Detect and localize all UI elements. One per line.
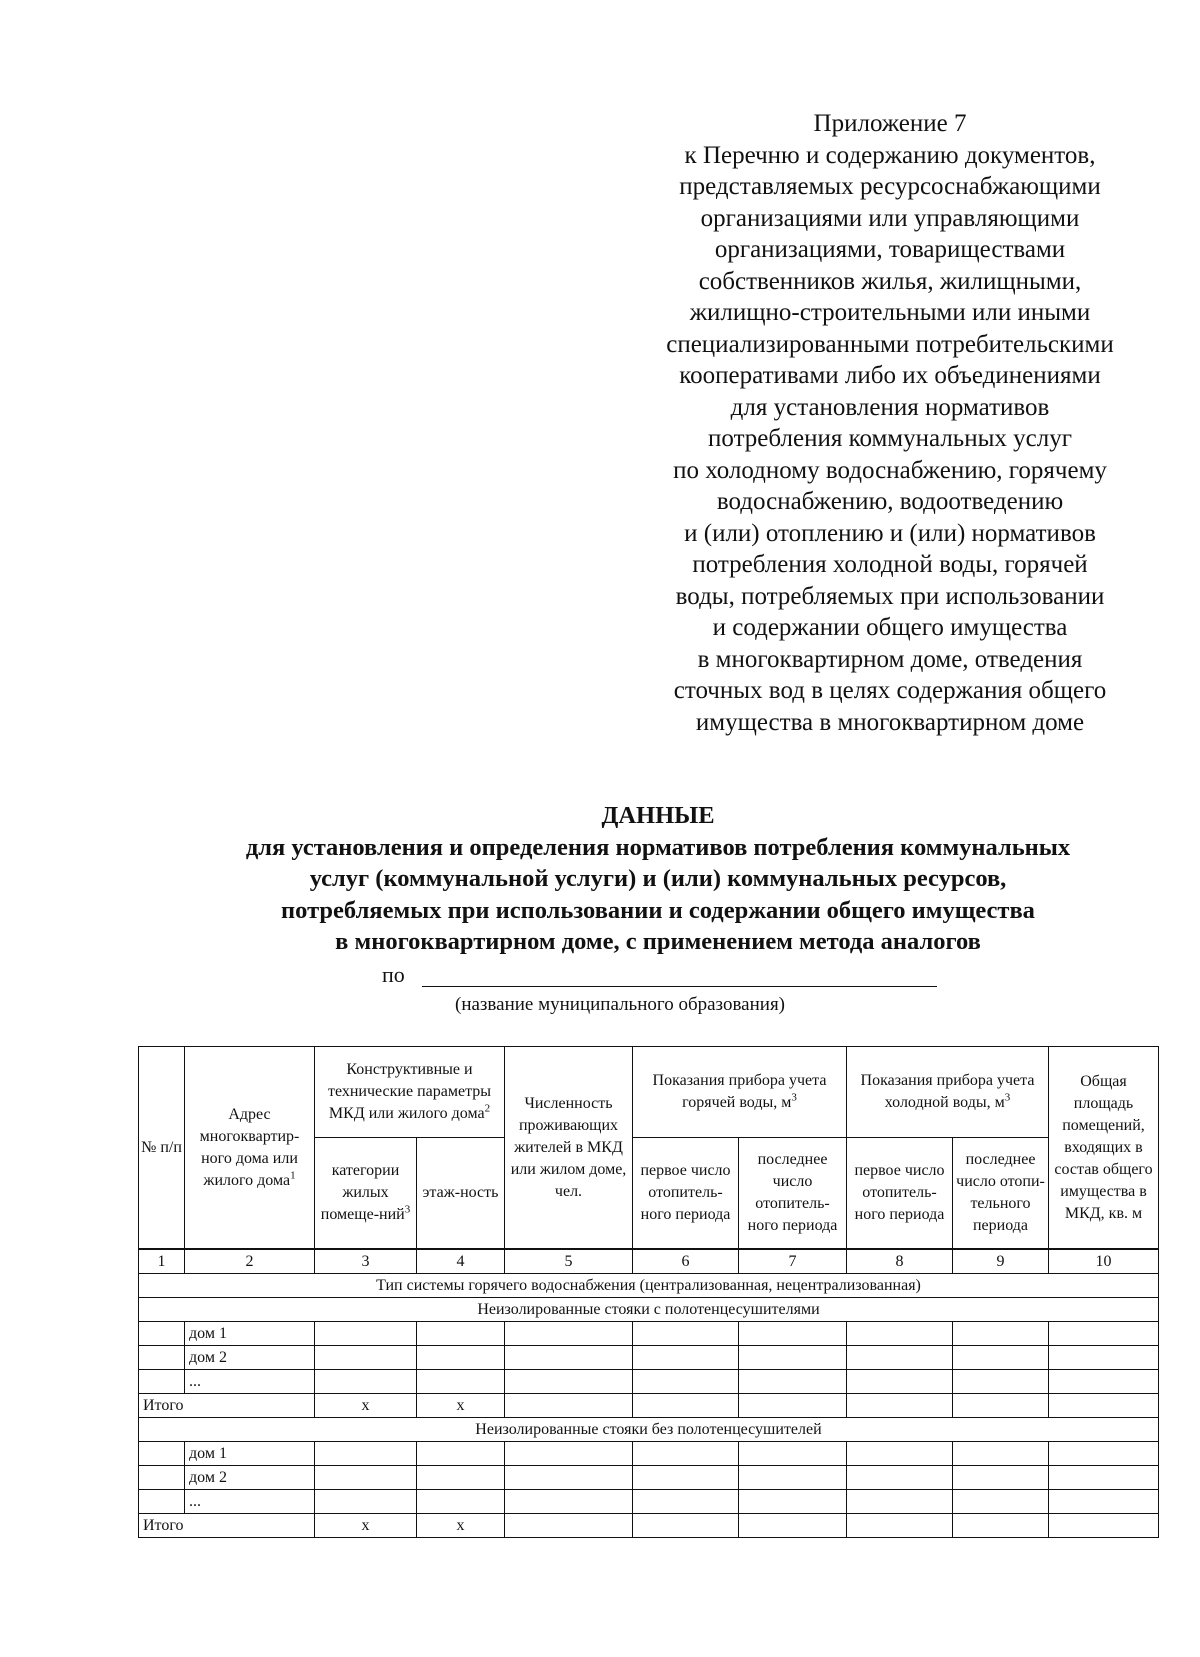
table-cell xyxy=(505,1490,633,1514)
table-cell xyxy=(505,1394,633,1418)
table-cell xyxy=(953,1514,1049,1538)
table-cell xyxy=(739,1346,847,1370)
appendix-line: организациями или управляющими xyxy=(700,204,1080,232)
table-cell xyxy=(739,1466,847,1490)
appendix-line: к Перечню и содержанию документов, xyxy=(684,141,1096,169)
table-cell xyxy=(1049,1514,1159,1538)
total-x: х xyxy=(315,1514,417,1538)
column-number: 5 xyxy=(505,1249,633,1274)
header-room-categories: категории жилых помеще-ний$^3$ xyxy=(315,1138,417,1250)
title-line: услуг (коммунальной услуги) и (или) коммунальных ресурсов, xyxy=(309,865,1007,892)
column-number: 3 xyxy=(315,1249,417,1274)
table-cell xyxy=(953,1490,1049,1514)
table-cell xyxy=(633,1346,739,1370)
table-cell xyxy=(139,1370,185,1394)
house-label: дом 1 xyxy=(185,1322,315,1346)
table-cell xyxy=(417,1490,505,1514)
table-cell xyxy=(633,1442,739,1466)
total-label: Итого xyxy=(139,1394,315,1418)
header-hot-water-group: Показания прибора учета горячей воды, $м^3$ xyxy=(633,1047,847,1138)
municipality-caption: (название муниципального образования) xyxy=(455,994,786,1015)
table-cell xyxy=(633,1370,739,1394)
data-table xyxy=(138,1046,1159,1538)
table-cell xyxy=(739,1514,847,1538)
table-cell xyxy=(953,1370,1049,1394)
table-cell xyxy=(847,1490,953,1514)
table-cell xyxy=(505,1514,633,1538)
table-cell xyxy=(847,1442,953,1466)
table-cell xyxy=(847,1466,953,1490)
column-number: 9 xyxy=(953,1249,1049,1274)
table-cell xyxy=(633,1466,739,1490)
document-title xyxy=(0,800,1200,958)
appendix-line: представляемых ресурсоснабжающими xyxy=(679,173,1101,200)
header-hot-first: первое число отопитель-ного периода xyxy=(633,1138,739,1250)
title-line: потребляемых при использовании и содержании общего имущества xyxy=(281,896,1035,924)
title-line: для установления и определения нормативов потребления коммунальных xyxy=(245,833,1071,861)
appendix-line: водоснабжению, водоотведению xyxy=(716,488,1064,515)
house-label: дом 2 xyxy=(185,1346,315,1370)
header-construct-group: Конструктивные и технические параметры МКД или жилого дома$^2$ xyxy=(315,1047,505,1138)
table-cell xyxy=(739,1490,847,1514)
table-cell xyxy=(315,1322,417,1346)
table-cell xyxy=(417,1370,505,1394)
appendix-line: потребления холодной воды, горячей xyxy=(692,551,1088,578)
table-cell xyxy=(847,1346,953,1370)
table-cell xyxy=(315,1442,417,1466)
house-label: дом 1 xyxy=(185,1442,315,1466)
municipality-line xyxy=(382,962,405,988)
header-cold-first: первое число отопитель-ного периода xyxy=(847,1138,953,1250)
table-cell xyxy=(953,1442,1049,1466)
column-number: 1 xyxy=(139,1249,185,1274)
house-label: дом 2 xyxy=(185,1466,315,1490)
table-cell xyxy=(847,1322,953,1346)
table-cell xyxy=(847,1370,953,1394)
table-cell xyxy=(953,1466,1049,1490)
table-cell xyxy=(953,1322,1049,1346)
table-cell xyxy=(139,1442,185,1466)
header-num: № п/п xyxy=(139,1047,185,1250)
appendix-line: сточных вод в целях содержания общего xyxy=(673,677,1107,704)
table-cell xyxy=(505,1346,633,1370)
header-cold-last: последнее число отопи-тельного периода xyxy=(953,1138,1049,1250)
header-total-area: Общая площадь помещений, входящих в состав общего имущества в МКД, кв. м xyxy=(1049,1047,1159,1250)
appendix-line: и содержании общего имущества xyxy=(712,614,1068,641)
table-cell xyxy=(847,1514,953,1538)
table-cell xyxy=(1049,1466,1159,1490)
appendix-line: жилищно-строительными или иными xyxy=(689,299,1091,326)
table-cell xyxy=(633,1322,739,1346)
table-cell xyxy=(505,1370,633,1394)
column-number: 2 xyxy=(185,1249,315,1274)
total-x: х xyxy=(417,1394,505,1418)
table-cell xyxy=(1049,1370,1159,1394)
table-cell xyxy=(739,1322,847,1346)
table-cell xyxy=(417,1466,505,1490)
appendix-line: по холодному водоснабжению, горячему xyxy=(673,456,1107,484)
table-cell xyxy=(139,1322,185,1346)
house-label: ... xyxy=(185,1490,315,1514)
table-cell xyxy=(633,1514,739,1538)
table-cell xyxy=(953,1346,1049,1370)
appendix-block xyxy=(610,108,1170,738)
table-cell xyxy=(1049,1322,1159,1346)
table-cell xyxy=(139,1346,185,1370)
section-title: Неизолированные стояки с полотенцесушителями xyxy=(139,1298,1159,1322)
table-cell xyxy=(505,1442,633,1466)
table-cell xyxy=(953,1394,1049,1418)
column-number: 10 xyxy=(1049,1249,1159,1274)
total-x: х xyxy=(315,1394,417,1418)
appendix-line: для установления нормативов xyxy=(730,393,1050,421)
appendix-line: кооперативами либо их объединениями xyxy=(679,362,1101,389)
table-cell xyxy=(417,1442,505,1466)
table-cell xyxy=(139,1466,185,1490)
total-label: Итого xyxy=(139,1514,315,1538)
municipality-blank xyxy=(422,986,937,987)
table-cell xyxy=(739,1442,847,1466)
title-heading: ДАННЫЕ xyxy=(601,802,715,829)
column-number: 8 xyxy=(847,1249,953,1274)
header-address: Адрес многоквартир-ного дома или жилого дома$^1$ xyxy=(185,1047,315,1250)
house-label: ... xyxy=(185,1370,315,1394)
table-cell xyxy=(739,1394,847,1418)
header-residents: Численность проживающих жителей в МКД или жилом доме, чел. xyxy=(505,1047,633,1250)
total-x: х xyxy=(417,1514,505,1538)
header-cold-water-group: Показания прибора учета холодной воды, $м^3$ xyxy=(847,1047,1049,1138)
appendix-line: собственников жилья, жилищными, xyxy=(698,267,1082,295)
title-line: в многоквартирном доме, с применением метода аналогов xyxy=(335,928,981,955)
appendix-line: в многоквартирном доме, отведения xyxy=(697,645,1083,673)
table-cell xyxy=(315,1370,417,1394)
column-number: 4 xyxy=(417,1249,505,1274)
table-cell xyxy=(633,1394,739,1418)
table-cell xyxy=(1049,1442,1159,1466)
table-cell xyxy=(417,1346,505,1370)
table-cell xyxy=(417,1322,505,1346)
column-number: 7 xyxy=(739,1249,847,1274)
header-hot-last: последнее число отопитель-ного периода xyxy=(739,1138,847,1250)
appendix-line: воды, потребляемых при использовании xyxy=(675,582,1105,610)
table-cell xyxy=(315,1346,417,1370)
table-cell xyxy=(505,1466,633,1490)
table-cell xyxy=(847,1394,953,1418)
table-cell xyxy=(505,1322,633,1346)
section-title: Неизолированные стояки без полотенцесушителей xyxy=(139,1418,1159,1442)
appendix-line: имущества в многоквартирном доме xyxy=(695,708,1085,736)
table-cell xyxy=(1049,1394,1159,1418)
header-floors: этаж-ность xyxy=(417,1138,505,1250)
table-cell xyxy=(315,1466,417,1490)
table-cell xyxy=(315,1490,417,1514)
appendix-line: организациями, товариществами xyxy=(714,236,1066,263)
appendix-line: и (или) отоплению и (или) нормативов xyxy=(684,519,1096,547)
appendix-line: Приложение 7 xyxy=(813,110,967,137)
table-cell xyxy=(139,1490,185,1514)
appendix-line: потребления коммунальных услуг xyxy=(708,425,1072,452)
table-cell xyxy=(1049,1346,1159,1370)
table-cell xyxy=(633,1490,739,1514)
appendix-line: специализированными потребительскими xyxy=(666,330,1114,358)
table-cell xyxy=(739,1370,847,1394)
column-number: 6 xyxy=(633,1249,739,1274)
po-label: по xyxy=(382,962,405,987)
system-type-row: Тип системы горячего водоснабжения (централизованная, нецентрализованная) xyxy=(139,1274,1159,1298)
table-cell xyxy=(1049,1490,1159,1514)
